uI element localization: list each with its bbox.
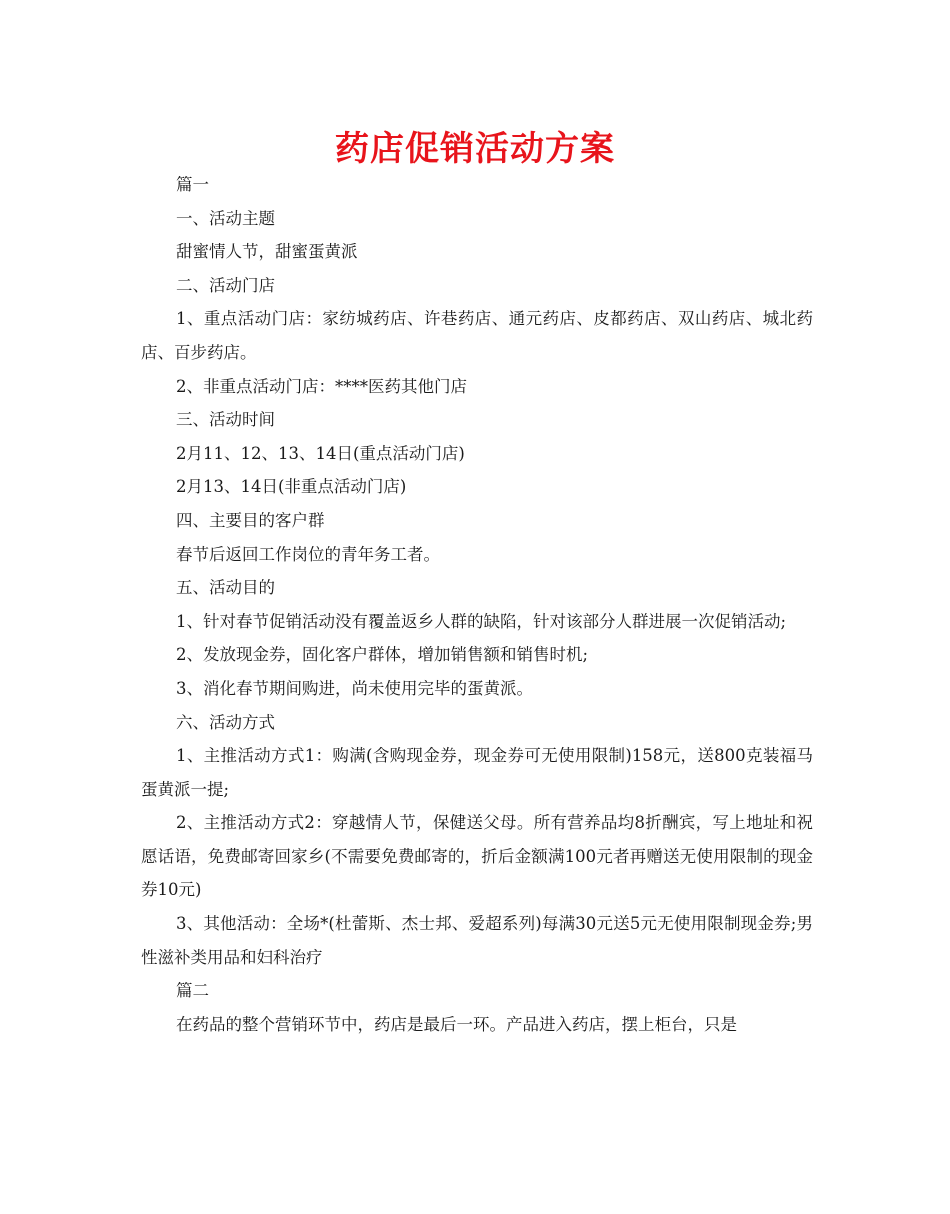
paragraph-theme-text: 甜蜜情人节，甜蜜蛋黄派 (176, 242, 358, 262)
paragraph-time-key-stores: 2月11、12、13、14日(重点活动门店) (176, 443, 465, 463)
paragraph-method-2: 2、主推活动方式2：穿越情人节，保健送父母。所有营养品均8折酬宾，写上地址和祝愿话语，免费邮寄回家乡(不需要免费邮寄的，折后金额满100元者再赠送无使用限制的现金券10元) (141, 813, 813, 900)
heading-activity-theme: 一、活动主题 (176, 208, 275, 228)
paragraph-target-customers: 春节后返回工作岗位的青年务工者。 (176, 544, 440, 564)
paragraph-other-stores: 2、非重点活动门店：****医药其他门店 (176, 376, 467, 396)
paragraph-key-stores: 1、重点活动门店：家纺城药店、许巷药店、通元药店、皮都药店、双山药店、城北药店、百步药店。 (141, 309, 813, 362)
paragraph-part-two-intro: 在药品的整个营销环节中，药店是最后一环。产品进入药店，摆上柜台，只是 (176, 1014, 737, 1034)
heading-activity-methods: 六、活动方式 (176, 712, 275, 732)
paragraph-purpose-2: 2、发放现金券，固化客户群体，增加销售额和销售时机; (176, 645, 589, 665)
document-body (141, 168, 813, 1041)
heading-activity-stores: 二、活动门店 (176, 275, 275, 295)
paragraph-method-3: 3、其他活动：全场*(杜蕾斯、杰士邦、爱超系列)每满30元送5元无使用限制现金券;男性滋补类用品和妇科治疗 (141, 914, 813, 967)
heading-activity-time: 三、活动时间 (176, 410, 275, 430)
section-label-part-two: 篇二 (176, 981, 209, 1001)
paragraph-method-1: 1、主推活动方式1：购满(含购现金券，现金券可无使用限制)158元，送800克装福马蛋黄派一提; (141, 746, 813, 799)
section-label-part-one: 篇一 (176, 175, 209, 194)
document-title: 药店促销活动方案 (335, 129, 615, 169)
paragraph-purpose-3: 3、消化春节期间购进，尚未使用完毕的蛋黄派。 (176, 678, 533, 698)
paragraph-purpose-1: 1、针对春节促销活动没有覆盖返乡人群的缺陷，针对该部分人群进展一次促销活动; (176, 611, 787, 631)
heading-target-customers: 四、主要目的客户群 (176, 510, 325, 530)
heading-activity-purpose: 五、活动目的 (176, 578, 275, 598)
paragraph-time-other-stores: 2月13、14日(非重点活动门店) (176, 477, 407, 497)
